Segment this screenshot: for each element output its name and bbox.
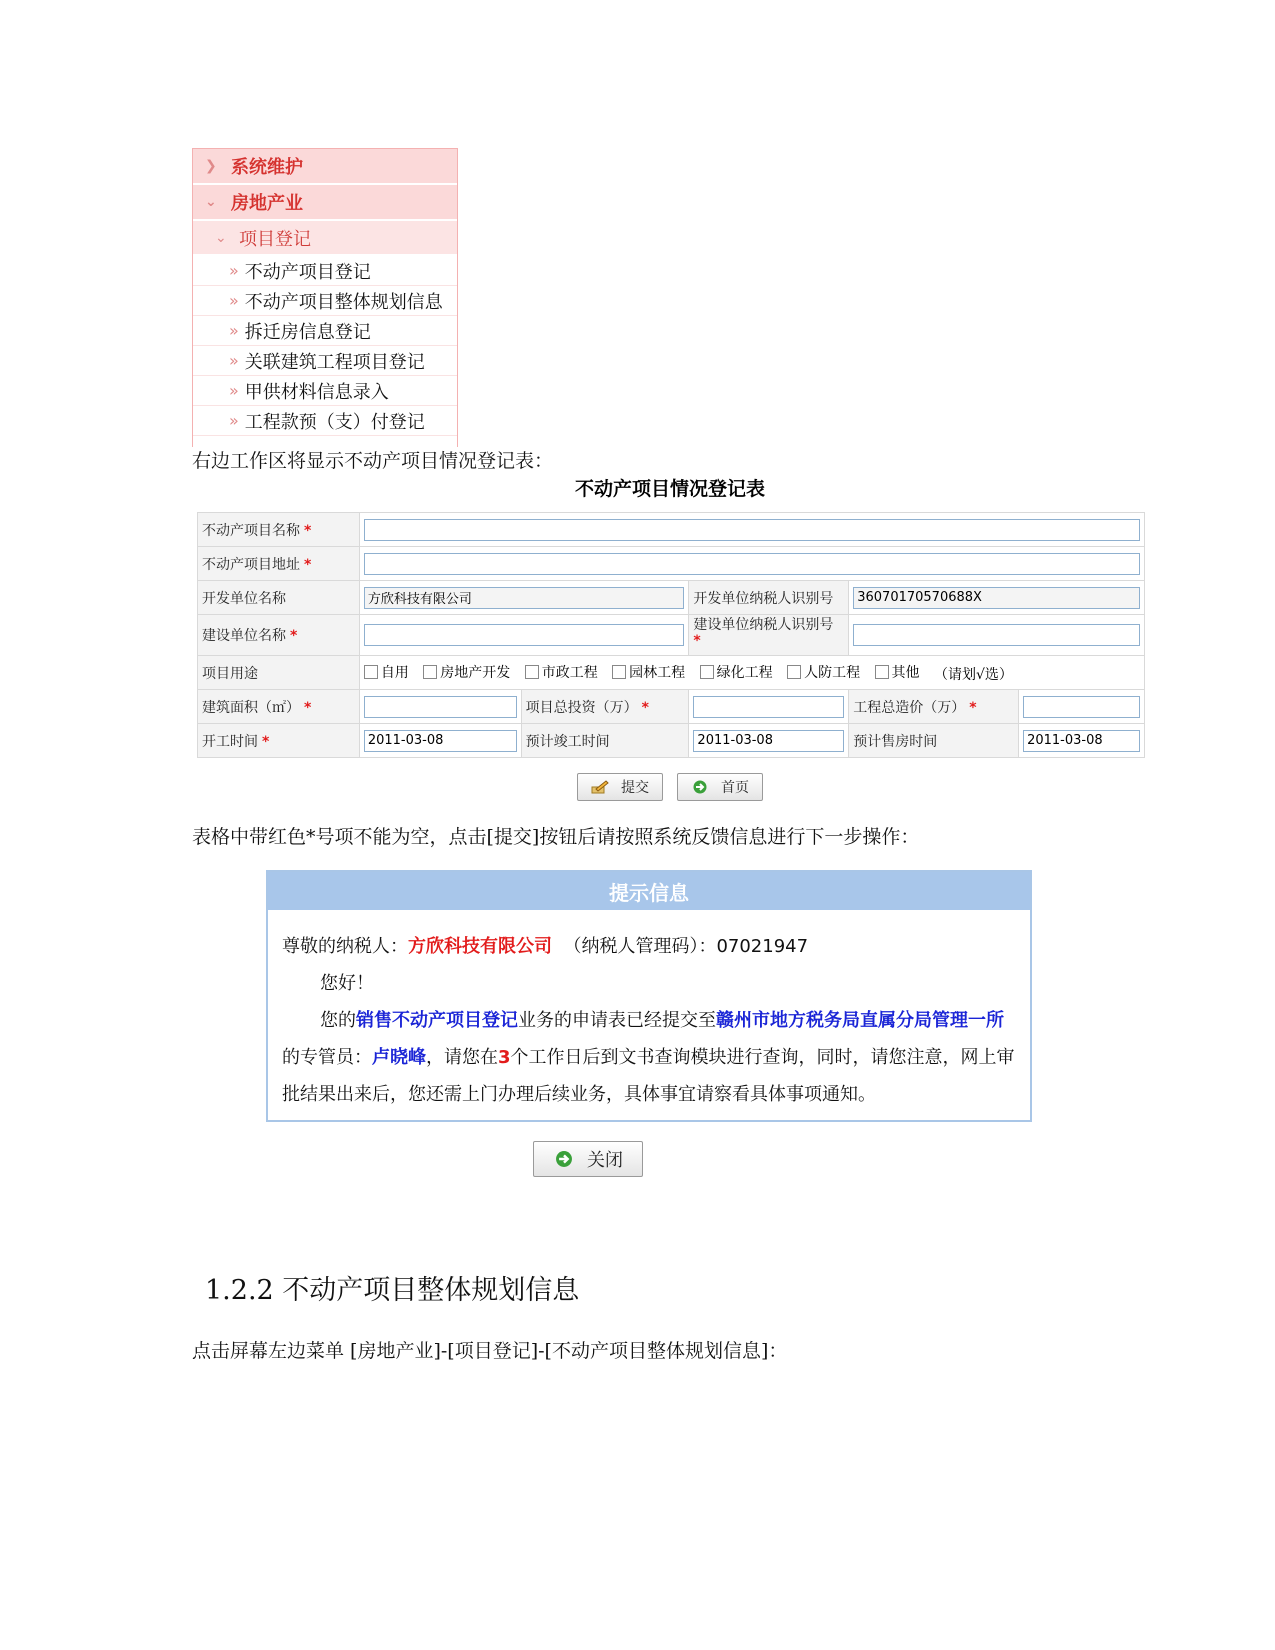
label-project-name: 不动产项目名称 * bbox=[198, 513, 360, 547]
menu-item[interactable] bbox=[193, 406, 457, 436]
double-chevron-icon: » bbox=[229, 291, 239, 310]
menu-item[interactable] bbox=[193, 256, 457, 286]
double-chevron-icon: » bbox=[229, 351, 239, 370]
menu-category-system[interactable] bbox=[193, 149, 457, 185]
usage-checkbox[interactable]: 人防工程 bbox=[787, 662, 860, 682]
double-chevron-icon: » bbox=[229, 261, 239, 280]
developer-tax-id-field[interactable]: 36070170570688X bbox=[853, 587, 1140, 609]
menu-sub-label: 项目登记 bbox=[239, 228, 311, 250]
usage-checkbox[interactable]: 市政工程 bbox=[525, 662, 598, 682]
menu-category-realestate[interactable] bbox=[193, 185, 457, 221]
usage-checkbox[interactable]: 园林工程 bbox=[612, 662, 685, 682]
area-input[interactable] bbox=[364, 696, 517, 718]
cost-input[interactable] bbox=[1023, 696, 1140, 718]
label-total-investment: 项目总投资（万） * bbox=[521, 690, 689, 724]
notice-title: 提示信息 bbox=[268, 872, 1030, 910]
investment-input[interactable] bbox=[693, 696, 844, 718]
menu-item-label: 不动产项目登记 bbox=[244, 261, 371, 283]
menu-item-label: 工程款预（支）付登记 bbox=[244, 411, 425, 433]
pencil-icon bbox=[591, 780, 609, 794]
project-name-input[interactable] bbox=[364, 519, 1140, 541]
notice-hello: 您好！ bbox=[320, 973, 374, 994]
menu-item[interactable] bbox=[193, 316, 457, 346]
double-chevron-icon: » bbox=[229, 381, 239, 400]
double-chevron-icon: » bbox=[229, 411, 239, 430]
label-builder-name: 建设单位名称 * bbox=[198, 615, 360, 656]
developer-name-field[interactable]: 方欣科技有限公司 bbox=[364, 587, 685, 609]
section-heading: 1.2.2 不动产项目整体规划信息 bbox=[205, 1275, 580, 1306]
label-area: 建筑面积（㎡） * bbox=[198, 690, 360, 724]
chevron-right-icon: ❯ bbox=[205, 158, 217, 174]
notice-dialog bbox=[266, 870, 1032, 1122]
project-address-input[interactable] bbox=[364, 553, 1140, 575]
label-project-address: 不动产项目地址 * bbox=[198, 547, 360, 581]
label-developer-tax-id: 开发单位纳税人识别号 bbox=[689, 581, 849, 615]
menu-item-label: 拆迁房信息登记 bbox=[244, 321, 371, 343]
double-chevron-icon: » bbox=[229, 321, 239, 340]
intro-text: 右边工作区将显示不动产项目情况登记表： bbox=[192, 450, 554, 472]
side-menu bbox=[192, 148, 458, 447]
menu-category-label: 房地产业 bbox=[231, 193, 303, 214]
label-finish-date: 预计竣工时间 bbox=[521, 724, 689, 758]
menu-path-text: 点击屏幕左边菜单 [房地产业]-[项目登记]-[不动产项目整体规划信息]： bbox=[192, 1340, 788, 1362]
sale-date-input[interactable]: 2011-03-08 bbox=[1023, 730, 1140, 752]
usage-checkbox[interactable]: 绿化工程 bbox=[700, 662, 773, 682]
notice-body bbox=[268, 910, 1030, 1113]
submit-button[interactable]: 提交 bbox=[577, 773, 663, 801]
usage-checkbox[interactable]: 自用 bbox=[364, 662, 409, 682]
notice-greeting: 尊敬的纳税人：方欣科技有限公司 （纳税人管理码）：07021947 bbox=[282, 936, 809, 957]
usage-checkbox[interactable]: 其他 bbox=[875, 662, 920, 682]
finish-date-input[interactable]: 2011-03-08 bbox=[693, 730, 844, 752]
home-button[interactable]: 首页 bbox=[677, 773, 763, 801]
chevron-down-icon: ⌄ bbox=[205, 194, 217, 210]
label-start-date: 开工时间 * bbox=[198, 724, 360, 758]
menu-item[interactable] bbox=[193, 346, 457, 376]
notice-message: 您的销售不动产项目登记业务的申请表已经提交至赣州市地方税务局直属分局管理一所的专管员：卢晓峰，请您在3个工作日后到文书查询模块进行查询，同时，请您注意，网上审批结果出来后，您还需上门办理后续业务，具体事宜请察看具体事项通知。 bbox=[282, 1010, 1015, 1105]
builder-name-input[interactable] bbox=[364, 624, 685, 646]
registration-form bbox=[197, 512, 1145, 758]
usage-note: （请划√选） bbox=[933, 666, 1013, 683]
label-sale-date: 预计售房时间 bbox=[849, 724, 1019, 758]
label-builder-tax-id: 建设单位纳税人识别号 * bbox=[689, 615, 849, 656]
return-arrow-icon bbox=[691, 780, 709, 794]
usage-options bbox=[359, 656, 1144, 690]
menu-item-label: 甲供材料信息录入 bbox=[244, 381, 389, 403]
label-total-cost: 工程总造价（万） * bbox=[849, 690, 1019, 724]
menu-item-label: 关联建筑工程项目登记 bbox=[244, 351, 425, 373]
instruction-text: 表格中带红色*号项不能为空，点击[提交]按钮后请按照系统反馈信息进行下一步操作： bbox=[192, 826, 920, 848]
return-arrow-icon bbox=[553, 1150, 575, 1168]
form-title: 不动产项目情况登记表 bbox=[574, 478, 765, 500]
menu-item-label: 不动产项目整体规划信息 bbox=[244, 291, 443, 313]
builder-tax-id-input[interactable] bbox=[853, 624, 1140, 646]
menu-sub-project-registration[interactable] bbox=[193, 221, 457, 256]
label-usage: 项目用途 bbox=[198, 656, 360, 690]
start-date-input[interactable]: 2011-03-08 bbox=[364, 730, 517, 752]
label-developer-name: 开发单位名称 bbox=[198, 581, 360, 615]
usage-checkbox[interactable]: 房地产开发 bbox=[423, 662, 510, 682]
menu-category-label: 系统维护 bbox=[231, 157, 303, 178]
menu-item[interactable] bbox=[193, 286, 457, 316]
close-button[interactable]: 关闭 bbox=[533, 1141, 643, 1177]
chevron-down-icon: ⌄ bbox=[215, 229, 227, 246]
menu-item[interactable] bbox=[193, 376, 457, 406]
